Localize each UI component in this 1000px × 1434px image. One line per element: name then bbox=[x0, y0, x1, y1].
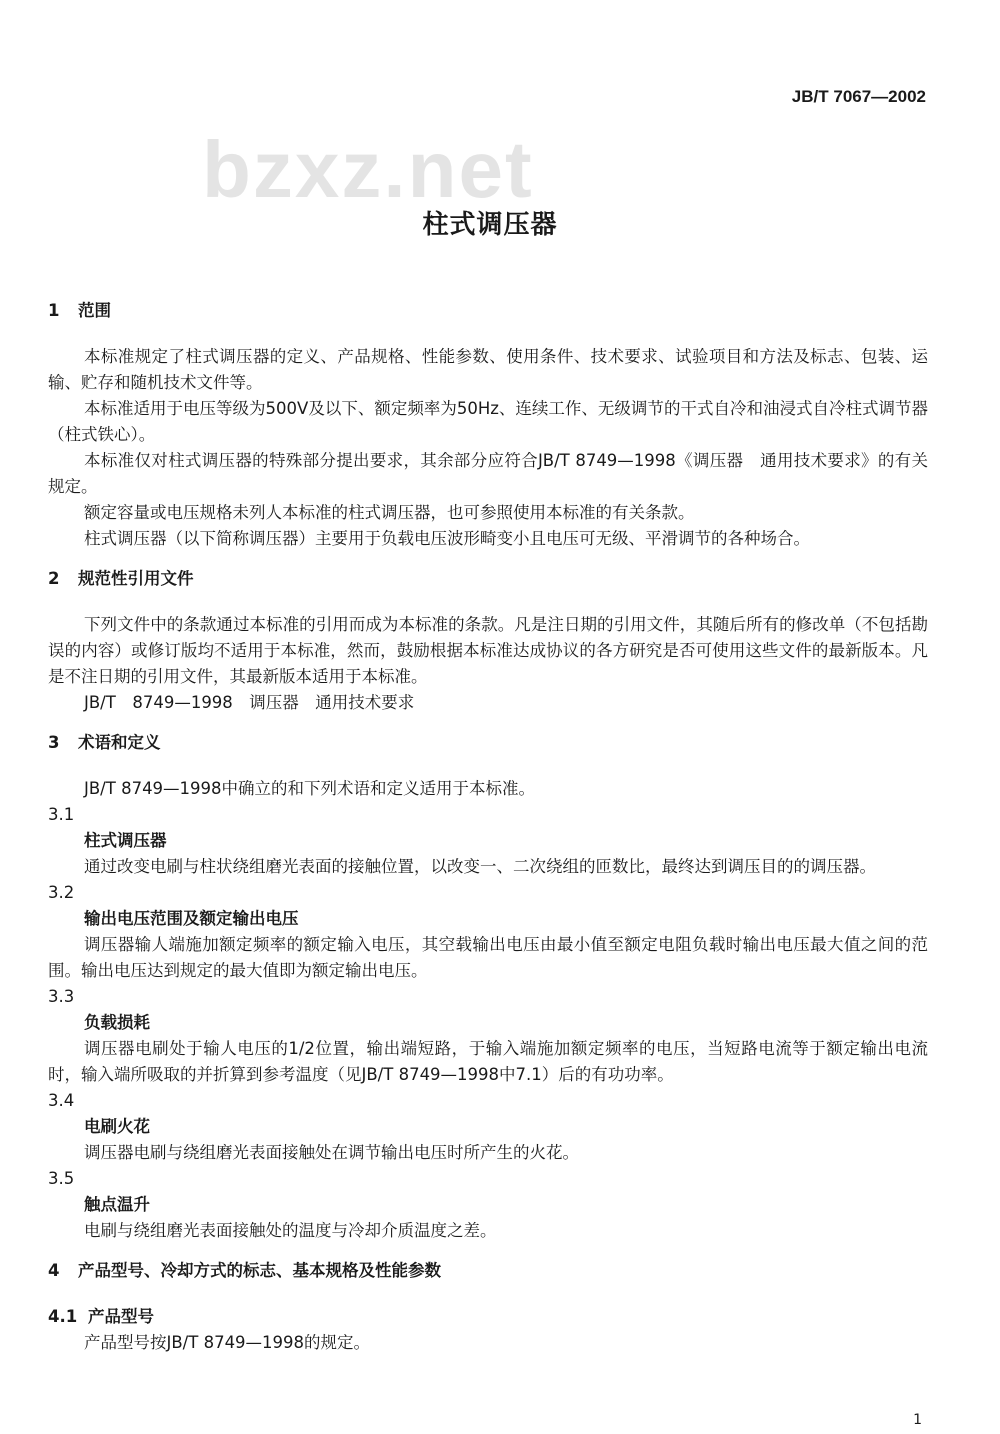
term-definition: 通过改变电刷与柱状绕组磨光表面的接触位置，以改变一、二次绕组的匝数比，最终达到调压目的的调压器。 bbox=[84, 857, 876, 876]
section-title: 范围 bbox=[78, 301, 111, 320]
term-number: 3.3 bbox=[48, 987, 75, 1006]
paragraph: 产品型号按JB/T 8749—1998的规定。 bbox=[84, 1333, 371, 1352]
subsection-4-1-heading bbox=[48, 1304, 928, 1330]
paragraph: 本标准规定了柱式调压器的定义、产品规格、性能参数、使用条件、技术要求、试验项目和方法及标志、包装、运输、贮存和随机技术文件等。 bbox=[48, 347, 928, 392]
section-3-heading bbox=[48, 730, 928, 756]
section-number: 2 bbox=[48, 569, 60, 588]
section-number: 1 bbox=[48, 301, 60, 320]
term-definition: 电刷与绕组磨光表面接触处的温度与冷却介质温度之差。 bbox=[84, 1221, 497, 1240]
section-4-heading bbox=[48, 1258, 928, 1284]
paragraph: 柱式调压器（以下简称调压器）主要用于负载电压波形畸变小且电压可无级、平滑调节的各种场合。 bbox=[84, 529, 810, 548]
term-number: 3.1 bbox=[48, 805, 75, 824]
paragraph: 本标准仅对柱式调压器的特殊部分提出要求，其余部分应符合JB/T 8749—1998《调压器 通用技术要求》的有关规定。 bbox=[48, 451, 928, 496]
term-definition: 调压器电刷处于输人电压的1/2位置，输出端短路，于输入端施加额定频率的电压，当短路电流等于额定输出电流时，输入端所吸取的并折算到参考温度（见JB/T 8749—1998中7.1）后的有功功率。 bbox=[48, 1039, 928, 1084]
term-definition: 调压器电刷与绕组磨光表面接触处在调节输出电压时所产生的火花。 bbox=[84, 1143, 579, 1162]
term-name: 触点温升 bbox=[84, 1195, 150, 1214]
paragraph: 本标准适用于电压等级为500V及以下、额定频率为50Hz、连续工作、无级调节的干式自冷和油浸式自冷柱式调节器（柱式铁心）。 bbox=[48, 399, 928, 444]
section-1-heading bbox=[48, 298, 928, 324]
section-title: 术语和定义 bbox=[78, 733, 161, 752]
term-name: 负载损耗 bbox=[84, 1013, 150, 1032]
term-definition: 调压器输人端施加额定频率的额定输入电压，其空载输出电压由最小值至额定电阻负载时输出电压最大值之间的范围。输出电压达到规定的最大值即为额定输出电压。 bbox=[48, 935, 928, 980]
subsection-title: 产品型号 bbox=[88, 1307, 154, 1326]
standard-number: JB/T 7067—2002 bbox=[791, 87, 926, 106]
page-number: 1 bbox=[913, 1412, 922, 1428]
section-number: 3 bbox=[48, 733, 60, 752]
paragraph: JB/T 8749—1998中确立的和下列术语和定义适用于本标准。 bbox=[84, 779, 536, 798]
section-number: 4 bbox=[48, 1261, 60, 1280]
paragraph: 下列文件中的条款通过本标准的引用而成为本标准的条款。凡是注日期的引用文件，其随后所有的修改单（不包括勘误的内容）或修订版均不适用于本标准，然而，鼓励根据本标准达成协议的各方研究是否可使用这些文件的最新版本。凡是不注日期的引用文件，其最新版本适用于本标准。 bbox=[48, 615, 928, 686]
term-number: 3.2 bbox=[48, 883, 75, 902]
watermark: bzxz.net bbox=[202, 125, 534, 214]
paragraph: 额定容量或电压规格未列人本标准的柱式调压器，也可参照使用本标准的有关条款。 bbox=[84, 503, 695, 522]
reference-item: JB/T 8749—1998 调压器 通用技术要求 bbox=[84, 693, 415, 712]
term-name: 电刷火花 bbox=[84, 1117, 150, 1136]
term-number: 3.4 bbox=[48, 1091, 75, 1110]
document-title: 柱式调压器 bbox=[422, 210, 558, 240]
term-number: 3.5 bbox=[48, 1169, 75, 1188]
section-title: 产品型号、冷却方式的标志、基本规格及性能参数 bbox=[78, 1261, 441, 1280]
document-body bbox=[48, 298, 928, 1356]
subsection-number: 4.1 bbox=[48, 1307, 78, 1326]
section-2-heading bbox=[48, 566, 928, 592]
section-title: 规范性引用文件 bbox=[78, 569, 194, 588]
term-name: 输出电压范围及额定输出电压 bbox=[84, 909, 299, 928]
term-name: 柱式调压器 bbox=[84, 831, 167, 850]
